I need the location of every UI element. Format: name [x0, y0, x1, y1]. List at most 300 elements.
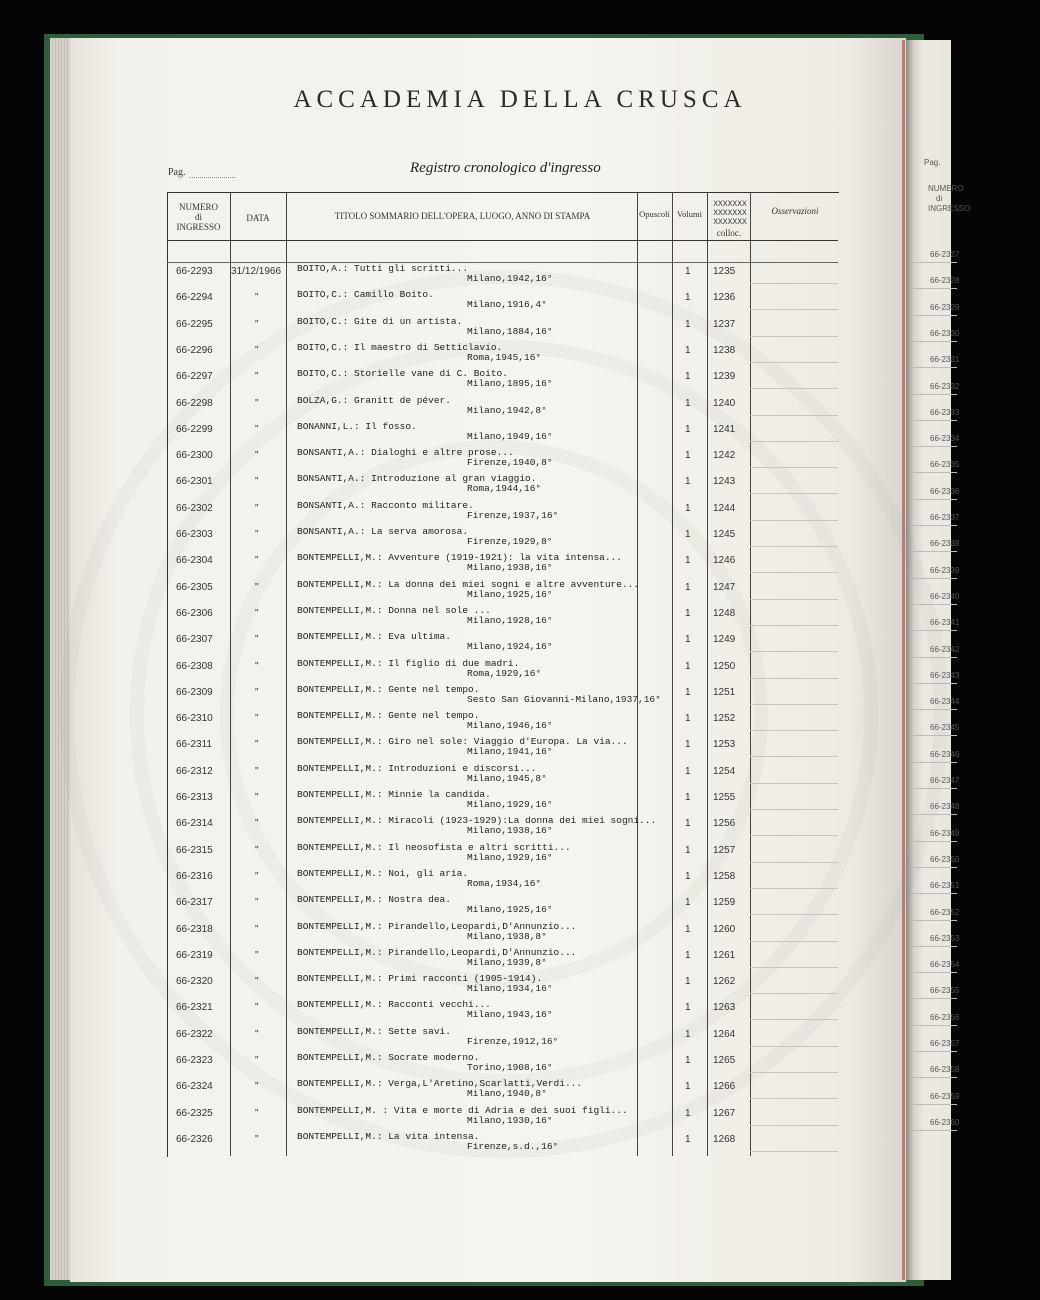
facing-page-number: 66-2327 [930, 250, 960, 259]
entry-volumes: 1 [685, 423, 691, 435]
pag-label: Pag. [168, 167, 186, 178]
row-rule [750, 336, 838, 337]
entry-volumes: 1 [685, 1081, 691, 1093]
row-rule [750, 625, 838, 626]
entry-volumes: 1 [685, 318, 691, 330]
facing-page-number: 66-2331 [930, 355, 960, 365]
entry-place: Firenze,1937,16° [467, 509, 559, 521]
facing-page-rule [912, 841, 957, 842]
entry-number: 66-2300 [176, 450, 213, 462]
row-rule [750, 572, 838, 573]
facing-page-rule [912, 788, 957, 789]
entry-number: 66-2323 [176, 1055, 213, 1066]
entry-colloc: 1253 [713, 739, 736, 751]
row-rule [750, 520, 838, 521]
entry-date: " [255, 1133, 259, 1145]
entry-date: " [255, 476, 259, 488]
facing-page-rule [912, 893, 957, 894]
entry-volumes: 1 [685, 344, 691, 356]
facing-page-number: 66-2333 [930, 407, 960, 417]
column-divider [286, 192, 287, 1156]
facing-page-number: 66-2347 [930, 776, 960, 785]
entry-volumes: 1 [685, 450, 691, 462]
entry-number: 66-2310 [176, 713, 213, 725]
facing-page-rule [912, 499, 957, 500]
entry-date: " [255, 634, 259, 646]
facing-page-number: 66-2346 [930, 749, 960, 759]
facing-page-number: 66-2334 [930, 434, 960, 444]
entry-place: Milano,1929,16° [467, 851, 553, 863]
entry-volumes: 1 [685, 1028, 691, 1040]
facing-page-number: 66-2332 [930, 381, 960, 391]
entry-number: 66-2313 [176, 792, 213, 803]
entry-colloc: 1244 [713, 502, 736, 514]
entry-title: BONTEMPELLI,M.: La vita intensa. [297, 1130, 480, 1142]
facing-page-rule [912, 709, 957, 710]
header-numero-line2: di [194, 212, 202, 222]
facing-page-rule [912, 446, 957, 447]
facing-page-rule [912, 735, 957, 736]
entry-title: BONTEMPELLI,M.: Il neosofista e altri scritti... [297, 841, 571, 853]
entry-number: 66-2312 [176, 765, 213, 777]
entry-colloc: 1255 [713, 792, 736, 803]
entry-colloc: 1258 [713, 870, 736, 882]
header-struck-line1: XXXXXXX [713, 200, 747, 209]
page-red-edge [902, 40, 905, 1280]
entry-place: Milano,1934,16° [467, 983, 553, 995]
facing-page-number: 66-2360 [930, 1117, 960, 1127]
facing-page-header-1: NUMERO [928, 184, 964, 193]
entry-place: Firenze,1940,8° [467, 457, 553, 469]
entry-title: BONTEMPELLI,M.: Miracoli (1923-1929):La donna dei miei sogni... [297, 815, 657, 827]
header-rule-2 [167, 262, 838, 263]
facing-page-number: 66-2352 [930, 907, 960, 917]
row-rule [750, 1046, 838, 1047]
facing-page-number: 66-2338 [930, 539, 960, 549]
entry-number: 66-2293 [176, 266, 213, 277]
facing-page-rule [912, 998, 957, 999]
facing-page-number: 66-2358 [930, 1065, 960, 1075]
entry-volumes: 1 [685, 266, 691, 277]
entry-title: BONTEMPELLI,M.: Il figlio di due madri. [297, 657, 520, 669]
entry-place: Milano,1949,16° [467, 430, 553, 442]
entry-colloc: 1262 [713, 976, 736, 988]
entry-title: BOITO,C.: Il maestro di Setticlavio. [297, 341, 503, 353]
row-rule [750, 415, 838, 416]
facing-page-rule [912, 1130, 957, 1131]
entry-colloc: 1245 [713, 529, 736, 540]
facing-page-rule [912, 1051, 957, 1052]
entry-date: " [255, 792, 259, 803]
entry-volumes: 1 [685, 397, 691, 409]
facing-page-number: 66-2354 [930, 960, 960, 970]
entry-number: 66-2301 [176, 476, 213, 488]
facing-page-rule [912, 315, 957, 316]
entry-colloc: 1264 [713, 1028, 736, 1040]
facing-page-number: 66-2357 [930, 1039, 960, 1048]
entry-title: BONTEMPELLI,M.: Giro nel sole: Viaggio d'Europa. La via... [297, 736, 628, 748]
entry-date: " [255, 976, 259, 988]
entry-place: Milano,1928,16° [467, 614, 553, 626]
facing-page-rule [912, 525, 957, 526]
row-rule [750, 309, 838, 310]
header-data: DATA [246, 213, 270, 223]
header-numero [167, 202, 230, 232]
facing-page-number: 66-2349 [930, 828, 960, 838]
column-divider [707, 192, 708, 1156]
entry-volumes: 1 [685, 1055, 691, 1066]
row-rule [750, 678, 838, 679]
header-opuscoli: Opuscoli [639, 209, 670, 219]
entry-title: BONTEMPELLI,M.: Minnie la candida. [297, 789, 491, 800]
entry-place: Milano,1925,16° [467, 904, 553, 916]
row-rule [750, 546, 838, 547]
row-rule [750, 756, 838, 757]
row-rule [750, 1098, 838, 1099]
facing-page-number: 66-2359 [930, 1091, 960, 1101]
entry-date: " [255, 450, 259, 462]
facing-page-number: 66-2328 [930, 276, 960, 286]
entry-place: Milano,1942,8° [467, 404, 547, 416]
entry-title: BONTEMPELLI,M.: Verga,L'Aretino,Scarlatti,Verdi... [297, 1078, 583, 1090]
entry-title: BONTEMPELLI,M.: Pirandello,Leopardi,D'Annunzio... [297, 920, 577, 932]
entry-place: Milano,1938,16° [467, 825, 553, 837]
entry-colloc: 1266 [713, 1081, 736, 1093]
entry-volumes: 1 [685, 476, 691, 488]
entry-number: 66-2324 [176, 1081, 213, 1093]
entry-date: " [255, 897, 259, 909]
row-rule [750, 599, 838, 600]
facing-page-number: 66-2343 [930, 670, 960, 680]
entry-place: Milano,1929,16° [467, 799, 553, 810]
entry-number: 66-2298 [176, 397, 213, 409]
entry-place: Firenze,1929,8° [467, 536, 553, 547]
entry-date: " [255, 1002, 259, 1014]
header-rule [167, 240, 838, 241]
entry-date: " [255, 371, 259, 383]
entry-colloc: 1265 [713, 1055, 736, 1066]
entry-number: 66-2326 [176, 1133, 213, 1145]
entry-place: Milano,1939,8° [467, 956, 547, 968]
entry-volumes: 1 [685, 949, 691, 961]
facing-page-rule [912, 946, 957, 947]
entry-number: 66-2315 [176, 844, 213, 856]
entry-volumes: 1 [685, 897, 691, 909]
row-rule [750, 835, 838, 836]
facing-page-number: 66-2342 [930, 644, 960, 654]
facing-page-rule [912, 920, 957, 921]
row-rule [750, 1151, 838, 1152]
entry-colloc: 1235 [713, 266, 736, 277]
entry-number: 66-2302 [176, 502, 213, 514]
entry-colloc: 1241 [713, 423, 736, 435]
entry-date: " [255, 555, 259, 567]
header-colloc: colloc. [716, 228, 742, 238]
facing-page-number: 66-2350 [930, 854, 960, 864]
entry-number: 66-2314 [176, 818, 213, 830]
entry-date: " [255, 870, 259, 882]
entry-volumes: 1 [685, 713, 691, 725]
entry-date: " [255, 318, 259, 330]
entry-title: BONTEMPELLI,M.: Socrate moderno. [297, 1052, 480, 1063]
header-struck-line2: XXXXXXX [713, 209, 747, 218]
entry-colloc: 1248 [713, 607, 736, 619]
entry-place: Roma,1929,16° [467, 667, 542, 679]
entry-place: Milano,1938,16° [467, 562, 553, 574]
entry-volumes: 1 [685, 555, 691, 567]
facing-page [906, 40, 971, 1280]
entry-date: " [255, 1107, 259, 1119]
facing-page-rule [912, 1077, 957, 1078]
facing-page-rule [912, 472, 957, 473]
entry-date: " [255, 844, 259, 856]
entry-date: " [255, 397, 259, 409]
column-divider [637, 192, 638, 1156]
entry-volumes: 1 [685, 923, 691, 935]
entry-colloc: 1247 [713, 581, 736, 593]
entry-place: Milano,1946,16° [467, 720, 553, 732]
entry-place: Milano,1884,16° [467, 325, 553, 337]
facing-page-number: 66-2344 [930, 697, 960, 707]
entry-title: BONTEMPELLI,M.: Avventure (1919-1921): la vita intensa... [297, 552, 622, 564]
column-divider [750, 192, 751, 1156]
entry-title: BOITO,C.: Gite di un artista. [297, 315, 463, 327]
entry-date: " [255, 581, 259, 593]
facing-page-rule [912, 262, 957, 263]
entry-colloc: 1252 [713, 713, 736, 725]
entry-number: 66-2318 [176, 923, 213, 935]
facing-page-number: 66-2345 [930, 723, 960, 733]
entry-title: BONSANTI,A.: Racconto militare. [297, 499, 474, 511]
entry-colloc: 1240 [713, 397, 736, 409]
facing-page-number: 66-2337 [930, 513, 960, 522]
entry-title: BONTEMPELLI,M.: Primi racconti (1905-1914). [297, 973, 543, 985]
row-rule [750, 1072, 838, 1073]
entry-number: 66-2320 [176, 976, 213, 988]
facing-page-rule [912, 867, 957, 868]
entry-date: " [255, 1055, 259, 1066]
entry-colloc: 1250 [713, 660, 736, 672]
entry-title: BONTEMPELLI,M. : Vita e morte di Adria e dei suoi figli... [297, 1104, 628, 1116]
facing-page-rule [912, 551, 957, 552]
facing-page-rule [912, 420, 957, 421]
entry-colloc: 1237 [713, 318, 736, 330]
facing-page-rule [912, 367, 957, 368]
entry-title: BONSANTI,A.: Introduzione al gran viaggio. [297, 473, 537, 485]
entry-number: 66-2294 [176, 292, 213, 304]
entry-number: 66-2317 [176, 897, 213, 909]
entry-volumes: 1 [685, 844, 691, 856]
entry-number: 66-2299 [176, 423, 213, 435]
entry-number: 66-2295 [176, 318, 213, 330]
entry-date: " [255, 923, 259, 935]
entry-place: Milano,1942,16° [467, 273, 553, 284]
facing-page-rule [912, 630, 957, 631]
entry-date: " [255, 423, 259, 435]
entry-volumes: 1 [685, 686, 691, 698]
entry-place: Roma,1944,16° [467, 483, 542, 495]
entry-volumes: 1 [685, 371, 691, 383]
row-rule [750, 809, 838, 810]
entry-date: " [255, 1028, 259, 1040]
entry-title: BONTEMPELLI,M.: Gente nel tempo. [297, 683, 480, 695]
entry-title: BONTEMPELLI,M.: Pirandello,Leopardi,D'Annunzio... [297, 946, 577, 958]
entry-number: 66-2307 [176, 634, 213, 646]
entry-date: " [255, 1081, 259, 1093]
entry-number: 66-2305 [176, 581, 213, 593]
facing-page-rule [912, 288, 957, 289]
row-rule [750, 362, 838, 363]
facing-page-number: 66-2340 [930, 591, 960, 601]
entry-place: Milano,1940,8° [467, 1088, 547, 1100]
entry-number: 66-2303 [176, 529, 213, 540]
entry-place: Milano,1925,16° [467, 588, 553, 600]
facing-page-rule [912, 1104, 957, 1105]
facing-page-number: 66-2330 [930, 328, 960, 338]
facing-page-rule [912, 578, 957, 579]
entry-colloc: 1267 [713, 1107, 736, 1119]
entry-volumes: 1 [685, 581, 691, 593]
entry-colloc: 1257 [713, 844, 736, 856]
entry-number: 66-2306 [176, 607, 213, 619]
entry-title: BONTEMPELLI,M.: Sette savi. [297, 1025, 451, 1037]
entry-title: BONTEMPELLI,M.: Gente nel tempo. [297, 710, 480, 722]
facing-page-number: 66-2351 [930, 881, 960, 891]
entry-colloc: 1268 [713, 1133, 736, 1145]
entry-place: Firenze,s.d.,16° [467, 1140, 559, 1152]
entry-title: BONTEMPELLI,M.: Racconti vecchi... [297, 999, 491, 1011]
entry-volumes: 1 [685, 870, 691, 882]
header-osservazioni: Osservazioni [771, 206, 819, 216]
entry-place: Milano,1916,4° [467, 299, 547, 311]
facing-page-number: 66-2348 [930, 802, 960, 812]
facing-page-number: 66-2356 [930, 1012, 960, 1022]
facing-page-rule [912, 394, 957, 395]
row-rule [750, 888, 838, 889]
entry-title: BOITO,C.: Camillo Boito. [297, 289, 434, 301]
entry-title: BONTEMPELLI,M.: Donna nel sole ... [297, 604, 491, 616]
entry-number: 66-2316 [176, 870, 213, 882]
row-rule [750, 941, 838, 942]
entry-colloc: 1242 [713, 450, 736, 462]
entry-colloc: 1259 [713, 897, 736, 909]
entry-date: " [255, 739, 259, 751]
entry-date: " [255, 502, 259, 514]
entry-colloc: 1236 [713, 292, 736, 304]
entry-title: BONTEMPELLI,M.: Eva ultima. [297, 631, 451, 643]
header-colloc-struck [708, 200, 752, 227]
facing-page-number: 66-2336 [930, 486, 960, 496]
entry-number: 66-2296 [176, 344, 213, 356]
entry-place: Milano,1930,16° [467, 1114, 553, 1126]
facing-page-number: 66-2355 [930, 986, 960, 996]
entry-date: " [255, 949, 259, 961]
row-rule [750, 914, 838, 915]
entry-volumes: 1 [685, 634, 691, 646]
entry-colloc: 1254 [713, 765, 736, 777]
entry-volumes: 1 [685, 818, 691, 830]
entry-title: BOITO,A.: Tutti gli scritti... [297, 263, 469, 274]
facing-page-number: 66-2335 [930, 460, 960, 470]
entry-place: Milano,1945,8° [467, 772, 547, 784]
entry-title: BONTEMPELLI,M.: Noi, gli aria. [297, 867, 469, 879]
entry-title: BONSANTI,A.: Dialoghi e altre prose... [297, 447, 514, 459]
entry-colloc: 1246 [713, 555, 736, 567]
entry-volumes: 1 [685, 739, 691, 751]
header-struck-line3: XXXXXXX [713, 218, 747, 227]
row-rule [750, 783, 838, 784]
row-rule [750, 862, 838, 863]
facing-page-rule [912, 972, 957, 973]
entry-number: 66-2304 [176, 555, 213, 567]
entry-title: BOLZA,G.: Granitt de péver. [297, 394, 451, 406]
entry-place: Milano,1924,16° [467, 641, 553, 653]
entry-number: 66-2311 [176, 739, 212, 751]
header-numero-line1: NUMERO [178, 202, 218, 212]
entry-number: 66-2297 [176, 371, 213, 383]
entry-date: " [255, 660, 259, 672]
entry-number: 66-2309 [176, 686, 213, 698]
entry-colloc: 1263 [713, 1002, 736, 1014]
facing-page-number: 66-2329 [930, 302, 960, 312]
entry-title: BONTEMPELLI,M.: Introduzioni e discorsi... [297, 762, 537, 774]
facing-page-rule [912, 1025, 957, 1026]
page-title: ACCADEMIA DELLA CRUSCA [293, 86, 747, 113]
row-rule [750, 388, 838, 389]
entry-date: 31/12/1966 [231, 266, 282, 277]
column-divider [672, 192, 673, 1156]
row-rule [750, 493, 838, 494]
entry-number: 66-2308 [176, 660, 213, 672]
row-rule [750, 651, 838, 652]
entry-date: " [255, 686, 259, 698]
facing-page-rule [912, 604, 957, 605]
row-rule [750, 993, 838, 994]
row-rule [750, 1019, 838, 1020]
row-rule [750, 441, 838, 442]
entry-title: BONSANTI,A.: La serva amorosa. [297, 526, 469, 537]
header-volumi: Volumi [677, 209, 702, 219]
entry-colloc: 1251 [713, 686, 736, 698]
entry-date: " [255, 765, 259, 777]
facing-page-number: 66-2353 [930, 933, 960, 943]
entry-title: BOITO,C.: Storielle vane di C. Boito. [297, 368, 508, 380]
entry-volumes: 1 [685, 976, 691, 988]
entry-date: " [255, 607, 259, 619]
entry-volumes: 1 [685, 765, 691, 777]
entry-date: " [255, 818, 259, 830]
entry-colloc: 1260 [713, 923, 736, 935]
row-rule [750, 1125, 838, 1126]
entry-date: " [255, 292, 259, 304]
entry-colloc: 1256 [713, 818, 736, 830]
entry-place: Milano,1941,16° [467, 746, 553, 758]
entry-number: 66-2322 [176, 1028, 213, 1040]
entry-volumes: 1 [685, 660, 691, 672]
entry-place: Milano,1895,16° [467, 378, 553, 390]
row-rule [750, 730, 838, 731]
entry-title: BONTEMPELLI,M.: Nostra dea. [297, 894, 451, 906]
facing-page-rule [912, 341, 957, 342]
entry-colloc: 1243 [713, 476, 736, 488]
entry-volumes: 1 [685, 607, 691, 619]
facing-page-rule [912, 762, 957, 763]
entry-volumes: 1 [685, 1133, 691, 1145]
entry-place: Firenze,1912,16° [467, 1035, 559, 1047]
entry-place: Milano,1938,8° [467, 930, 547, 942]
entry-volumes: 1 [685, 1002, 691, 1014]
facing-page-number: 66-2341 [930, 618, 960, 628]
